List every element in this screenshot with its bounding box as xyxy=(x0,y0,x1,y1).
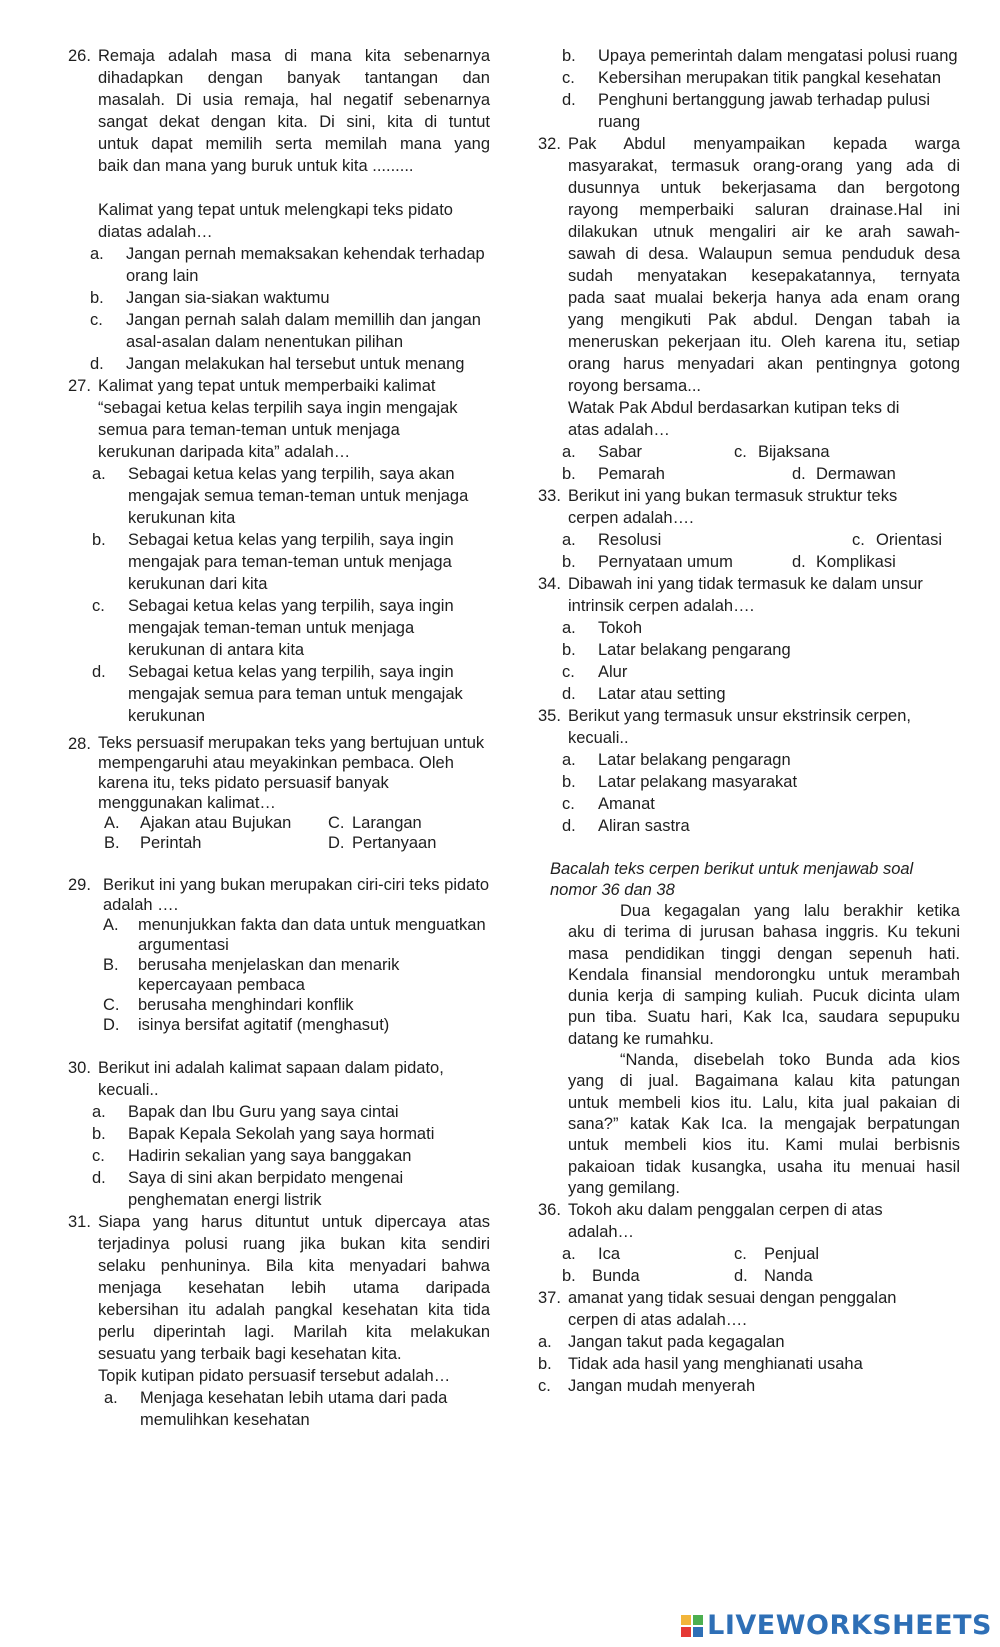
option-b[interactable]: b. Pemarah xyxy=(562,465,665,483)
liveworksheets-logo xyxy=(681,1610,992,1641)
stem-line: menjaga kesehatan lebih utama daripada xyxy=(98,1279,490,1297)
option-b[interactable]: b. Tidak ada hasil yang menghianati usaha xyxy=(538,1355,863,1374)
passage-line: Dua kegagalan yang lalu berakhir ketika xyxy=(620,902,960,920)
question-32 xyxy=(538,133,960,441)
question-number: 26. xyxy=(68,47,91,65)
passage-line: Kendala finansial mendorongku untuk merambah xyxy=(568,965,960,984)
stem-line: dilakukan utnuk mengaliri air ke arah sawah- xyxy=(568,223,960,241)
stem-line: yang mengikuti Pak abdul. Dengan tabah ia xyxy=(568,311,960,329)
stem-line: masyarakat, termasuk orang-orang yang ada di xyxy=(568,157,960,175)
option-d[interactable]: d. Jangan melakukan hal tersebut untuk menang xyxy=(90,355,465,373)
stem-line: perlu diperintah lagi. Marilah kita melakukan xyxy=(98,1323,490,1341)
stem-line: Remaja adalah masa di mana kita sebenarnya xyxy=(98,47,490,65)
option-a[interactable]: a. Sabar xyxy=(562,443,643,461)
stem-line: sangat dekat dengan kita. Di sini, kita di tuntut xyxy=(98,113,490,131)
option-c[interactable]: c. Hadirin sekalian yang saya banggakan xyxy=(92,1147,412,1165)
option-c[interactable]: c. Bijaksana xyxy=(734,443,830,461)
option-b[interactable]: b. Jangan sia-siakan waktumu xyxy=(90,289,330,307)
option-b[interactable]: B. Perintah xyxy=(104,834,202,852)
stem-line: Siapa yang harus dituntut untuk dipercaya atas xyxy=(98,1213,490,1231)
option-d[interactable]: d. Penghuni bertanggung jawab terhadap pulusi ruang xyxy=(562,91,931,131)
logo-blocks-icon xyxy=(681,1615,703,1637)
stem: Berikut ini yang bukan termasuk struktur teks cerpen adalah…. xyxy=(568,487,898,527)
option-c[interactable]: c. Jangan mudah menyerah xyxy=(538,1377,756,1396)
option-c[interactable]: C. berusaha menghindari konflik xyxy=(103,996,354,1014)
stem-line: royong bersama... xyxy=(568,377,701,395)
question-number: 37. xyxy=(538,1289,561,1308)
passage-line: untuk membeli kios itu. Kami mulai berbisnis xyxy=(568,1136,960,1155)
passage-line: yang gemilang. xyxy=(568,1178,680,1197)
question-number: 34. xyxy=(538,575,561,593)
stem-line: terjadinya polusi ruang jika bukan kita sendiri xyxy=(98,1235,490,1253)
passage-line: untuk membeli kios itu. Lalu, kita jual pakaian di xyxy=(568,1093,960,1112)
option-c[interactable]: c. Jangan pernah salah dalam memillih dan jangan asal-asalan dalam nenentukan pilihan xyxy=(90,311,481,351)
stem-line: orang harus menyadari akan pentingnya gotong xyxy=(568,355,960,373)
question-26 xyxy=(68,45,490,243)
stem-line: untuk dapat memilih serta memilah mana yang xyxy=(98,135,490,153)
question-27 xyxy=(68,375,490,463)
passage-line: sana?” katak Kak Ica. Ia mengajak berpatungan xyxy=(568,1114,960,1133)
question-number: 32. xyxy=(538,135,561,153)
passage-line: aku di terima di jurusan bahasa inggris. Ku tekuni xyxy=(568,923,960,942)
option-a[interactable]: a. Bapak dan Ibu Guru yang saya cintai xyxy=(92,1103,399,1121)
stem: Berikut ini adalah kalimat sapaan dalam pidato, kecuali.. xyxy=(98,1059,444,1099)
stem-line: sawah di desa. Walaupun semua penduduk desa xyxy=(568,245,960,263)
question-33 xyxy=(538,485,960,529)
question-number: 33. xyxy=(538,487,561,505)
option-b[interactable]: b. Latar pelakang masyarakat xyxy=(562,773,798,791)
option-a[interactable]: A. menunjukkan fakta dan data untuk menguatkan argumentasi xyxy=(103,916,486,954)
option-c[interactable]: c. Penjual xyxy=(734,1245,820,1264)
prompt-line: Watak Pak Abdul berdasarkan kutipan teks di atas adalah… xyxy=(568,399,900,439)
question-37 xyxy=(538,1287,960,1331)
option-d[interactable]: d. Sebagai ketua kelas yang terpilih, saya ingin mengajak semua para teman untuk mengajak kerukunan xyxy=(92,663,463,725)
reading-passage xyxy=(538,901,960,1199)
prompt-line: diatas adalah… xyxy=(98,223,213,241)
option-d[interactable]: D. Pertanyaan xyxy=(328,834,437,852)
option-a[interactable]: a. Menjaga kesehatan lebih utama dari pada memulihkan kesehatan xyxy=(104,1389,448,1429)
stem: Berikut ini yang bukan merupakan ciri-ciri teks pidato adalah …. xyxy=(103,876,490,914)
stem-line: rayong memperbaiki saluran drainase.Hal ini xyxy=(568,201,960,219)
option-b[interactable]: B. berusaha menjelaskan dan menarik kepercayaan pembaca xyxy=(103,956,400,994)
option-b[interactable]: b. Bunda xyxy=(562,1267,640,1286)
passage-line: “Nanda, disebelah toko Bunda ada kios xyxy=(620,1051,960,1070)
question-36 xyxy=(538,1199,960,1243)
question-28 xyxy=(68,733,490,813)
stem: Kalimat yang tepat untuk memperbaiki kalimat “sebagai ketua kelas terpilih saya ingin mengajak semua para teman-teman untuk menjaga kerukunan daripada kita” adalah… xyxy=(98,377,458,461)
stem-line: kebersihan itu adalah pangkal kesehatan kita tida xyxy=(98,1301,490,1319)
option-a[interactable]: a. Resolusi xyxy=(562,531,662,549)
question-number: 30. xyxy=(68,1059,91,1077)
stem: Dibawah ini yang tidak termasuk ke dalam unsur intrinsik cerpen adalah…. xyxy=(568,575,923,615)
passage-line: masa pendidikan tinggi dengan sepenuh hati. xyxy=(568,944,960,963)
question-31 xyxy=(68,1211,490,1387)
option-a[interactable]: a. Tokoh xyxy=(562,619,643,637)
option-b[interactable]: b. Sebagai ketua kelas yang terpilih, saya ingin mengajak para teman-teman untuk menjaga kerukunan dari kita xyxy=(92,531,454,593)
option-c[interactable]: C. Larangan xyxy=(328,814,422,832)
option-a[interactable]: a. Latar belakang pengaragn xyxy=(562,751,791,769)
question-30 xyxy=(68,1057,490,1101)
option-c[interactable]: c. Orientasi xyxy=(852,531,943,549)
question-35 xyxy=(538,705,960,749)
stem-line: baik dan mana yang buruk untuk kita ......... xyxy=(98,157,414,175)
stem-line: meneruskan pekerjaan itu. Oleh karena itu, setiap xyxy=(568,333,960,351)
option-d[interactable]: d. Dermawan xyxy=(792,465,896,483)
option-d[interactable]: d. Saya di sini akan berpidato mengenai penghematan energi listrik xyxy=(92,1169,404,1209)
option-b[interactable]: b. Bapak Kepala Sekolah yang saya hormati xyxy=(92,1125,435,1143)
option-d[interactable]: d. Aliran sastra xyxy=(562,817,690,835)
question-number: 29. xyxy=(68,876,91,894)
option-b[interactable]: b. Pernyataan umum xyxy=(562,553,733,571)
prompt-line: Kalimat yang tepat untuk melengkapi teks pidato xyxy=(98,201,453,219)
logo-text: LIVEWORKSHEETS xyxy=(707,1610,992,1641)
option-c[interactable]: c. Amanat xyxy=(562,795,655,813)
stem-line: pada saat mualai bekerja hanya ada enam orang xyxy=(568,289,960,307)
option-c[interactable]: c. Sebagai ketua kelas yang terpilih, saya ingin mengajak teman-teman untuk menjaga kerukunan di antara kita xyxy=(92,597,454,659)
option-a[interactable]: A. Ajakan atau Bujukan xyxy=(104,814,292,832)
option-a[interactable]: a. Sebagai ketua kelas yang terpilih, saya akan mengajak semua teman-teman untuk menjaga kerukunan kita xyxy=(92,465,469,527)
right-column xyxy=(538,45,960,1397)
option-c[interactable]: c. Alur xyxy=(562,663,628,681)
question-29 xyxy=(68,875,490,915)
question-number: 28. xyxy=(68,735,91,753)
option-a[interactable]: a. Jangan pernah memaksakan kehendak terhadap orang lain xyxy=(90,245,485,285)
passage-line: pun tiba. Suatu hari, Kak Ica, saudara sepupuku xyxy=(568,1008,960,1027)
option-d[interactable]: d. Nanda xyxy=(734,1267,813,1286)
option-d[interactable]: D. isinya bersifat agitatif (menghasut) xyxy=(103,1016,390,1034)
stem-line: sudah menyatakan kesepakatannya, ternyata xyxy=(568,267,960,285)
option-c[interactable]: c. Kebersihan merupakan titik pangkal kesehatan xyxy=(562,69,942,87)
stem-line: dusunnya untuk bekerjasama dan bergotong xyxy=(568,179,960,197)
passage-line: datang ke rumahku. xyxy=(568,1029,714,1048)
stem: Teks persuasif merupakan teks yang bertujuan untuk mempengaruhi atau meyakinkan pembaca. Oleh karena itu, teks pidato persuasif banyak menggunakan kalimat… xyxy=(98,734,485,812)
stem-line: selaku penhuninya. Bila kita menyadari bahwa xyxy=(98,1257,490,1275)
stem-line: masalah. Di usia remaja, hal negatif sebenarnya xyxy=(98,91,490,109)
option-d[interactable]: d. Komplikasi xyxy=(792,553,896,571)
stem-line: Pak Abdul menyampaikan kepada warga xyxy=(568,135,960,153)
question-34 xyxy=(538,573,960,617)
option-a[interactable]: a. Jangan takut pada kegagalan xyxy=(538,1333,785,1352)
stem-line: dihadapkan dengan banyak tantangan dan xyxy=(98,69,490,87)
passage-line: dunia kerja di samping kuliah. Pucuk dicinta ulam xyxy=(568,987,960,1006)
passage-line: pakaioan tidak kusangka, usaha itu menuai hasil xyxy=(568,1157,960,1176)
reading-instruction: Bacalah teks cerpen berikut untuk menjawab soal nomor 36 dan 38 xyxy=(550,860,914,899)
option-b[interactable]: b. Upaya pemerintah dalam mengatasi polusi ruang xyxy=(562,47,958,65)
stem-line: sesuatu yang terbaik bagi kesehatan kita. xyxy=(98,1345,402,1363)
stem: Berikut yang termasuk unsur ekstrinsik cerpen, kecuali.. xyxy=(568,707,911,747)
question-number: 35. xyxy=(538,707,561,725)
option-d[interactable]: d. Latar atau setting xyxy=(562,685,726,703)
question-number: 27. xyxy=(68,377,91,395)
question-number: 36. xyxy=(538,1201,561,1220)
prompt-line: Topik kutipan pidato persuasif tersebut adalah… xyxy=(98,1367,451,1385)
stem: Tokoh aku dalam penggalan cerpen di atas adalah… xyxy=(568,1201,883,1242)
left-column xyxy=(68,45,490,1431)
passage-line: yang di jual. Bagaimana kalau kita patungan xyxy=(568,1072,960,1091)
option-a[interactable]: a. Ica xyxy=(562,1245,621,1264)
option-b[interactable]: b. Latar belakang pengarang xyxy=(562,641,791,659)
question-number: 31. xyxy=(68,1213,91,1231)
stem: amanat yang tidak sesuai dengan penggalan cerpen di atas adalah…. xyxy=(568,1289,897,1330)
